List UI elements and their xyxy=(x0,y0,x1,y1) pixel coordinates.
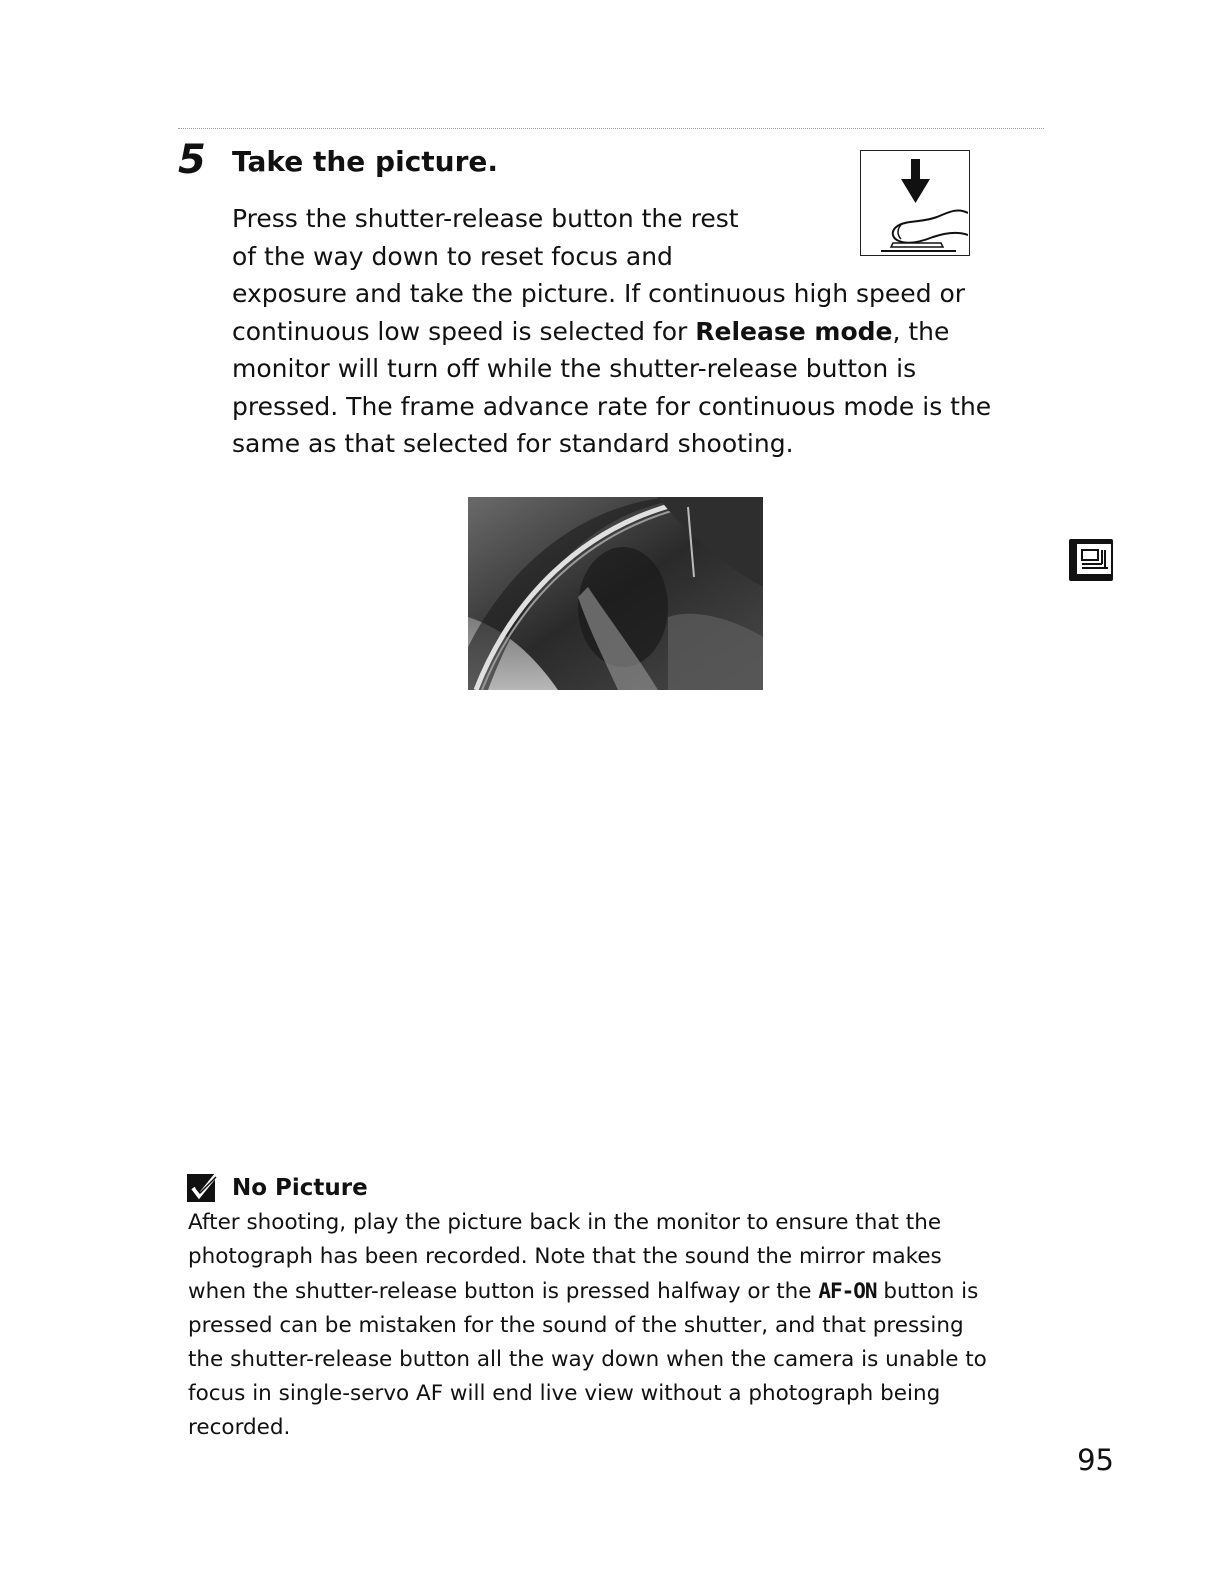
live-view-photo xyxy=(468,497,763,690)
af-on-button-label: AF-ON xyxy=(818,1279,877,1303)
text-line xyxy=(232,313,1032,351)
text-line: exposure and take the picture. If continuous high speed or xyxy=(232,279,966,308)
note-body xyxy=(188,1206,1068,1445)
step-title: Take the picture. xyxy=(232,145,499,178)
text-line: recorded. xyxy=(188,1415,291,1440)
text-line: same as that selected for standard shooting. xyxy=(232,429,794,458)
release-mode-term: Release mode xyxy=(695,316,893,346)
step-instructions xyxy=(232,200,1032,463)
step-number: 5 xyxy=(178,137,206,183)
text-line xyxy=(188,1274,1068,1309)
text-line: pressed. The frame advance rate for continuous mode is the xyxy=(232,391,992,421)
text-line: pressed can be mistaken for the sound of the shutter, and that pressing xyxy=(188,1313,964,1338)
live-view-tab-icon xyxy=(1068,538,1114,582)
text-line: After shooting, play the picture back in the monitor to ensure that the xyxy=(188,1210,942,1235)
text-line: photograph has been recorded. Note that the sound the mirror makes xyxy=(188,1244,942,1269)
text-line: monitor will turn off while the shutter-release button is xyxy=(232,354,917,383)
page-number: 95 xyxy=(1077,1443,1114,1477)
text-line: focus in single-servo AF will end live view without a photograph being xyxy=(188,1381,941,1406)
text-fragment: when the shutter-release button is pressed halfway or the xyxy=(188,1279,819,1304)
text-line: of the way down to reset focus and xyxy=(232,241,673,271)
text-fragment: , the xyxy=(892,316,950,346)
text-fragment: button is xyxy=(876,1279,979,1304)
top-divider xyxy=(178,128,1044,129)
note-title: No Picture xyxy=(232,1175,368,1201)
note-heading xyxy=(186,1172,368,1204)
text-line: Press the shutter-release button the rest xyxy=(232,204,739,233)
text-fragment: continuous low speed is selected for xyxy=(232,316,696,346)
text-line: the shutter-release button all the way down when the camera is unable to xyxy=(188,1347,987,1372)
check-mark-icon xyxy=(186,1173,218,1203)
